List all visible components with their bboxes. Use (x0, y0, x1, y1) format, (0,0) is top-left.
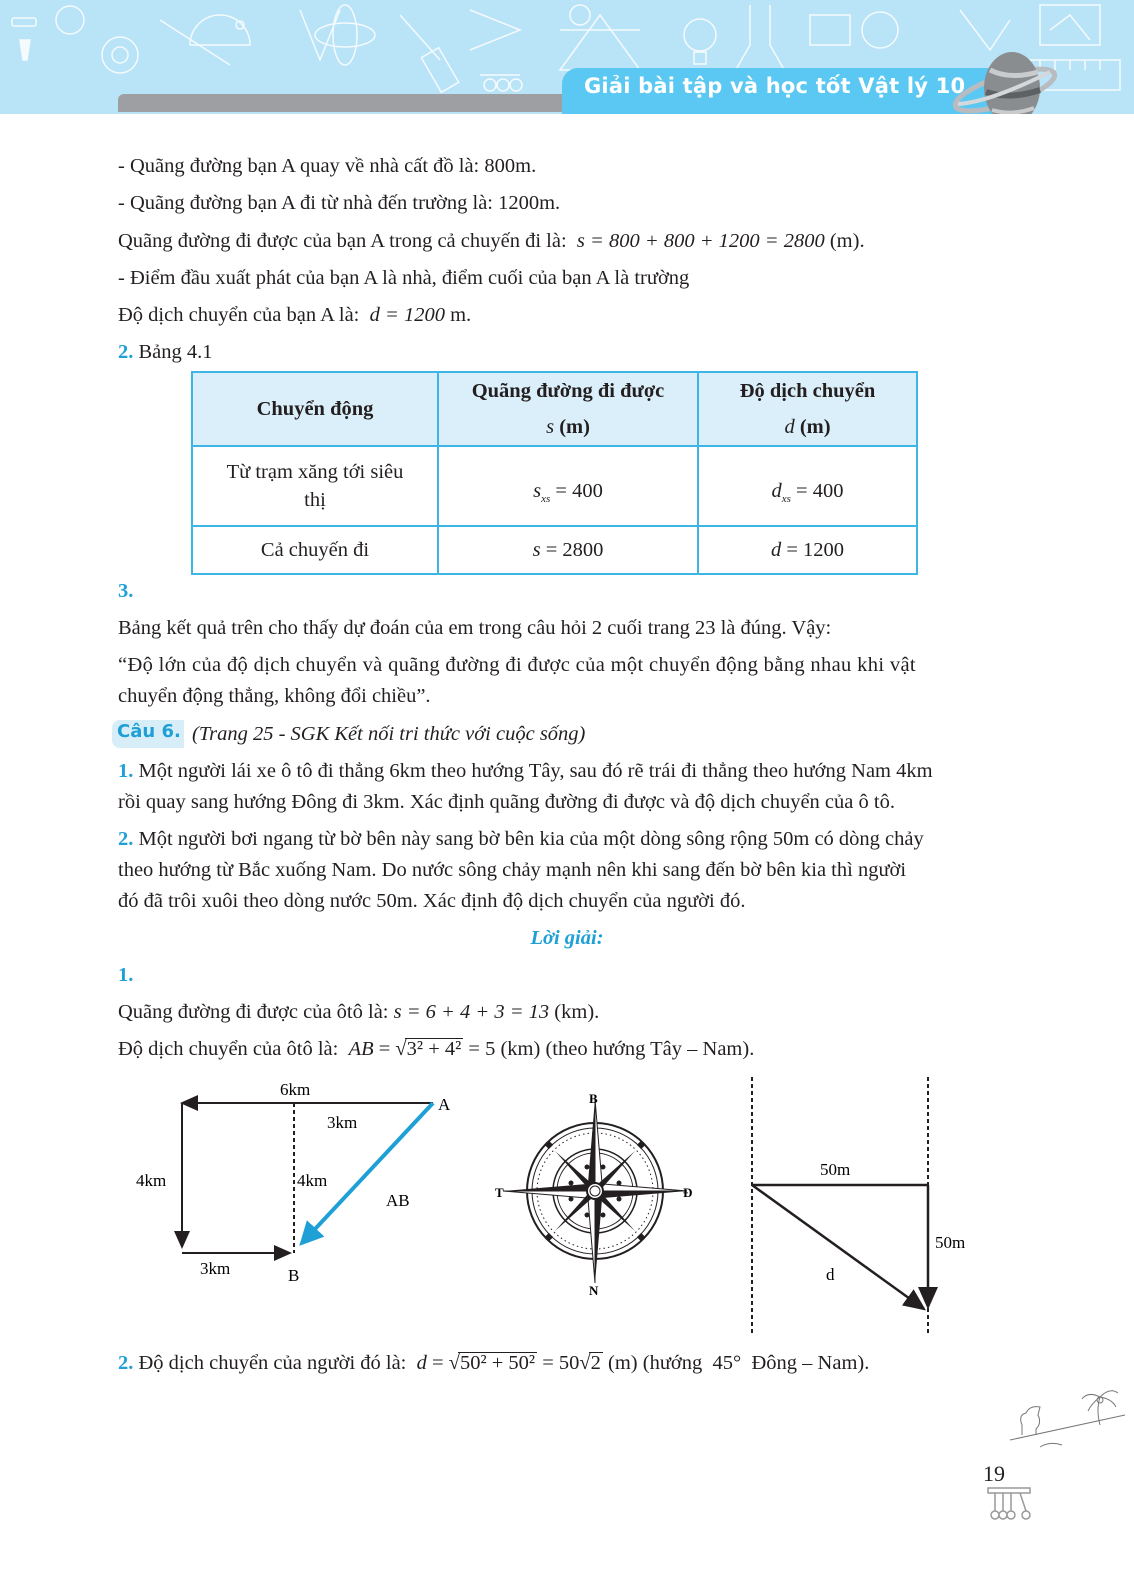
svg-text:AB: AB (386, 1191, 410, 1210)
total-distance-unit: (m). (829, 230, 865, 252)
q2-line-1: 2. Một người bơi ngang từ bờ bên này sang bờ bên kia của một dòng sông rộng 50m có dòng chảy (118, 828, 924, 850)
compass-west-label: T (495, 1185, 504, 1200)
cell-displacement: $d_{xs} = 400$ (698, 446, 917, 526)
question-source: (Trang 25 - SGK Kết nối tri thức với cuộc sống) (192, 723, 586, 745)
part3-number: 3. (118, 580, 134, 602)
header-motion: Chuyển động (192, 372, 438, 446)
part3-quote-line-2: chuyển động thẳng, không đổi chiều”. (118, 685, 431, 707)
svg-text:4km: 4km (297, 1171, 328, 1190)
svg-text:6km: 6km (280, 1080, 311, 1099)
svg-text:4km: 4km (136, 1171, 167, 1190)
compass-south-label: N (589, 1283, 599, 1295)
solution-1-distance: Quãng đường đi được của ôtô là: s = 6 + 4 + 3 = 13 (km). (118, 1001, 600, 1023)
svg-text:A: A (438, 1095, 451, 1114)
cell-displacement: d = 1200 (698, 526, 917, 574)
svg-text:3km: 3km (200, 1259, 231, 1278)
compass-north-label: B (589, 1091, 598, 1106)
newtons-cradle-icon (986, 1486, 1034, 1522)
solution-2-line: 2. Độ dịch chuyển của người đó là: d = √50² + 50² = 50√2 (m) (hướng 45° Đông – Nam). (118, 1352, 870, 1374)
header-gray-bar (118, 94, 578, 112)
planet-icon (950, 50, 1060, 114)
swimmer-diagram (740, 1075, 980, 1335)
table-header-row (192, 372, 917, 446)
table-4-1 (191, 371, 918, 575)
cell-distance: $s_{xs} = 400$ (438, 446, 698, 526)
part3-line-1: Bảng kết quả trên cho thấy dự đoán của em trong câu hỏi 2 cuối trang 23 là đúng. Vậy: (118, 617, 832, 639)
table-row (192, 526, 917, 574)
displacement-line (118, 302, 471, 328)
part2-number: 2. (118, 341, 134, 363)
dinosaur-palm-illustration-icon (1000, 1385, 1130, 1455)
solution-1-number: 1. (118, 964, 134, 986)
total-distance-line (118, 228, 865, 254)
intro-line-2: - Quãng đường bạn A đi từ nhà đến trường là: 1200m. (118, 192, 561, 214)
cell-motion: Cả chuyến đi (192, 526, 438, 574)
q2-line-2: theo hướng từ Bắc xuống Nam. Do nước sông chảy mạnh nên khi sang đến bờ bên kia thì người (118, 859, 907, 881)
svg-text:50m: 50m (935, 1233, 966, 1252)
displacement-formula: d = 1200 (369, 304, 445, 326)
q1-line-2: rồi quay sang hướng Đông đi 3km. Xác định quãng đường đi được và độ dịch chuyển của ô tô. (118, 791, 895, 813)
intro-line-1: - Quãng đường bạn A quay về nhà cất đồ là: 800m. (118, 155, 537, 177)
page-number: 19 (983, 1461, 1005, 1486)
part2-heading (118, 339, 213, 365)
cell-distance: s = 2800 (438, 526, 698, 574)
svg-text:d: d (826, 1265, 835, 1284)
q1-line-1: 1. Một người lái xe ô tô đi thẳng 6km theo hướng Tây, sau đó rẽ trái đi thẳng theo hướng Nam 4km (118, 760, 933, 782)
svg-text:3km: 3km (327, 1113, 358, 1132)
compass-east-label: Đ (683, 1185, 693, 1200)
question-badge: Câu 6. (112, 720, 184, 748)
displacement-unit: m. (450, 304, 472, 326)
displacement-text: Độ dịch chuyển của bạn A là: (118, 304, 360, 326)
page-header-banner (0, 0, 1134, 114)
compass-icon (495, 1085, 695, 1295)
total-distance-text: Quãng đường đi được của bạn A trong cả chuyến đi là: (118, 230, 567, 252)
part2-label: Bảng 4.1 (138, 341, 213, 363)
solution-title: Lời giải: (530, 927, 604, 949)
header-distance: Quãng đường đi được s (m) (438, 372, 698, 446)
solution-1-displacement: Độ dịch chuyển của ôtô là: AB = √3² + 4² = 5 (km) (theo hướng Tây – Nam). (118, 1038, 755, 1060)
header-displacement: Độ dịch chuyển d (m) (698, 372, 917, 446)
total-distance-formula: s = 800 + 800 + 1200 = 2800 (576, 230, 825, 252)
car-path-diagram (130, 1075, 470, 1290)
book-title: Giải bài tập và học tốt Vật lý 10 (584, 74, 966, 98)
svg-text:B: B (288, 1266, 300, 1285)
table-row (192, 446, 917, 526)
cell-motion: Từ trạm xăng tới siêu thị (192, 446, 438, 526)
svg-text:50m: 50m (820, 1160, 851, 1179)
part3-quote-line-1: “Độ lớn của độ dịch chuyển và quãng đường đi được của một chuyển động bằng nhau khi vật (118, 654, 916, 676)
q2-line-3: đó đã trôi xuôi theo dòng nước 50m. Xác định độ dịch chuyển của người đó. (118, 890, 746, 912)
start-end-line: - Điểm đầu xuất phát của bạn A là nhà, điểm cuối của bạn A là trường (118, 267, 690, 289)
